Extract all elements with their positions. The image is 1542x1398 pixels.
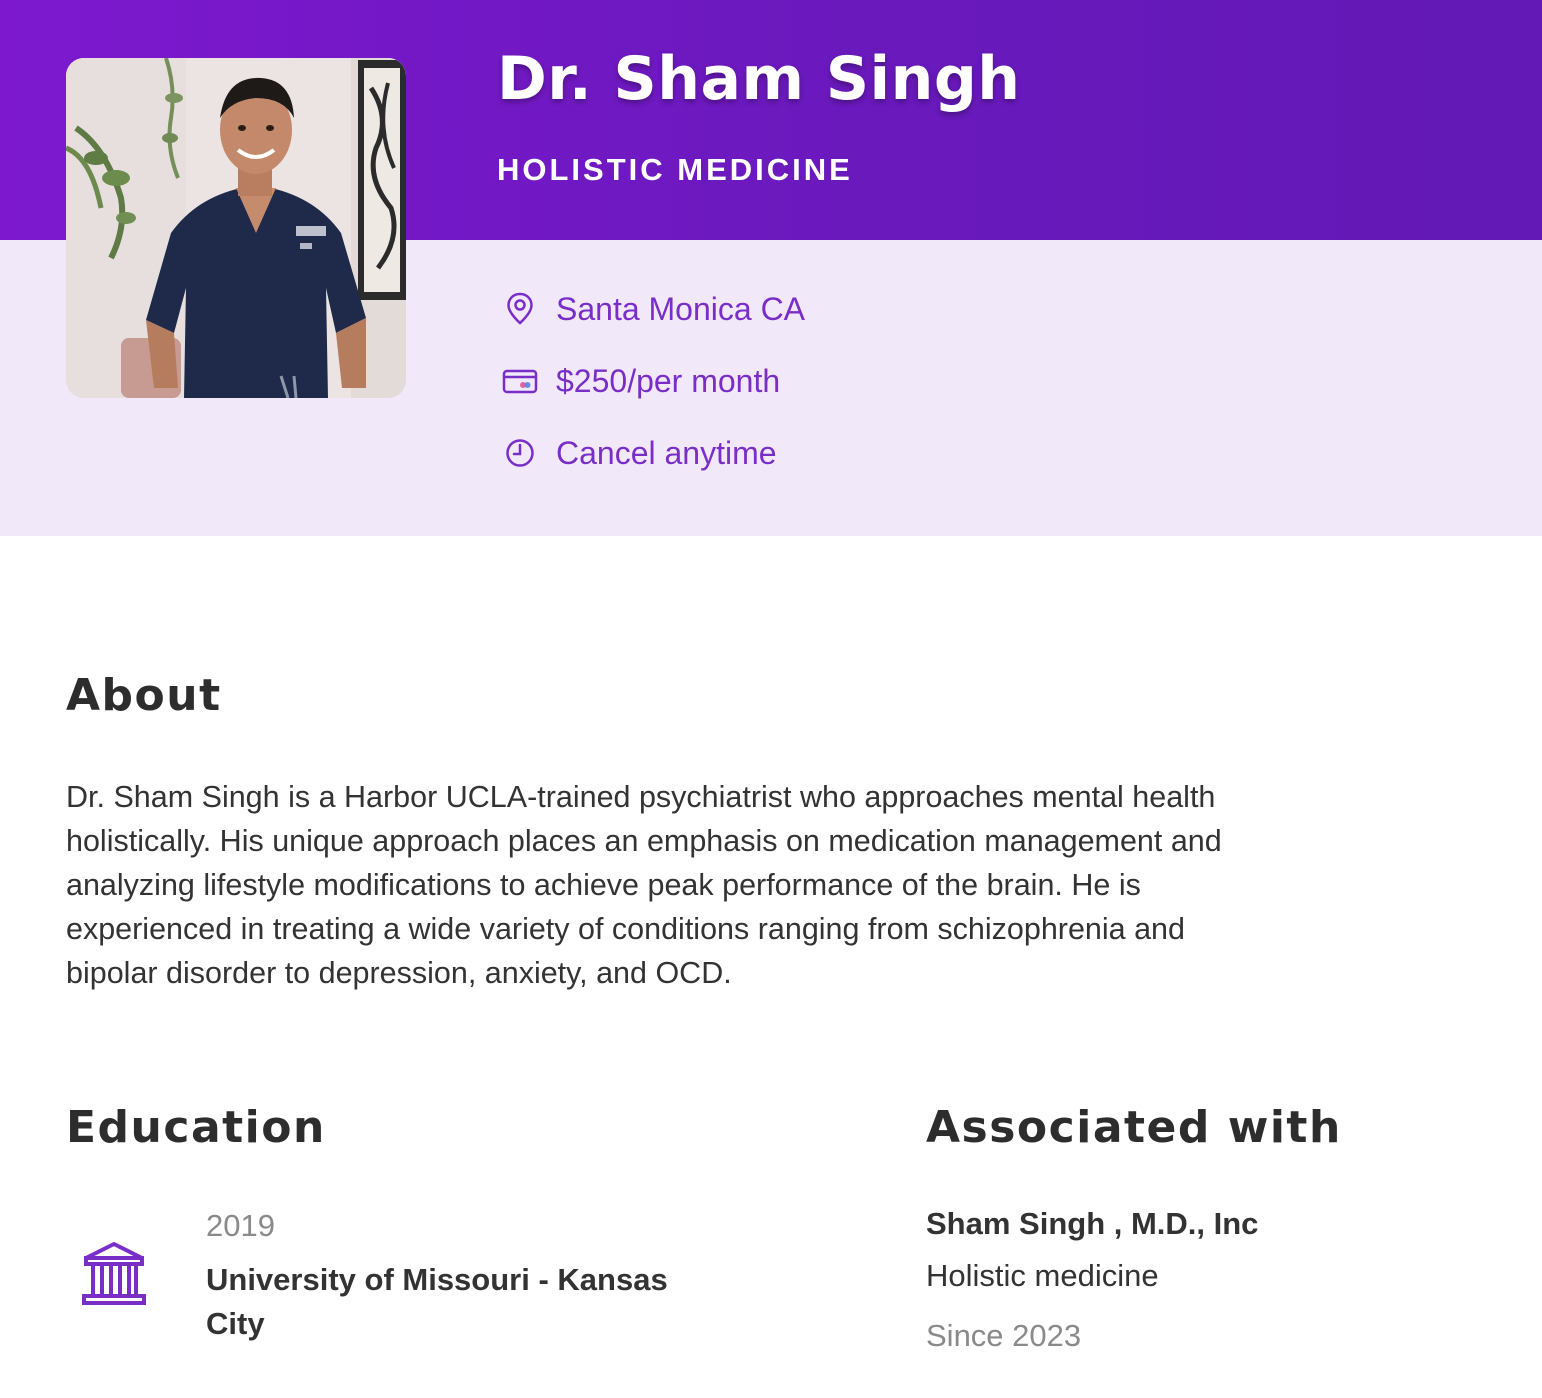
about-heading: About — [66, 670, 222, 721]
doctor-photo-illustration — [66, 58, 406, 398]
about-text: Dr. Sham Singh is a Harbor UCLA-trained psychiatrist who approaches mental health holistically. His unique approach places an emphasis on medication management and analyzing lifestyle modifications to achieve peak performance of the brain. He is experienced in treating a wide variety of conditions ranging from schizophrenia and bipolar disorder to depression, anxiety, and OCD. — [66, 780, 1222, 990]
doctor-photo — [66, 58, 406, 398]
education-school: University of Missouri - Kansas City — [206, 1262, 668, 1341]
location-pin-icon — [500, 289, 540, 329]
associated-practice-specialty: Holistic medicine — [926, 1258, 1159, 1293]
associated-heading: Associated with — [926, 1102, 1342, 1153]
info-row-location — [500, 289, 805, 329]
education-heading: Education — [66, 1102, 326, 1153]
price-text: $250/per month — [556, 362, 781, 399]
university-icon — [80, 1240, 148, 1308]
info-row-price — [500, 361, 780, 401]
credit-card-icon — [500, 361, 540, 401]
cancellation-text: Cancel anytime — [556, 434, 777, 471]
associated-practice-name: Sham Singh , M.D., Inc — [926, 1206, 1259, 1241]
doctor-name: Dr. Sham Singh — [497, 44, 1021, 114]
info-row-cancellation — [500, 433, 777, 473]
associated-since: Since 2023 — [926, 1318, 1082, 1353]
doctor-specialty: HOLISTIC MEDICINE — [497, 152, 853, 187]
location-text: Santa Monica CA — [556, 290, 806, 327]
education-year: 2019 — [206, 1208, 275, 1243]
clock-icon — [500, 433, 540, 473]
